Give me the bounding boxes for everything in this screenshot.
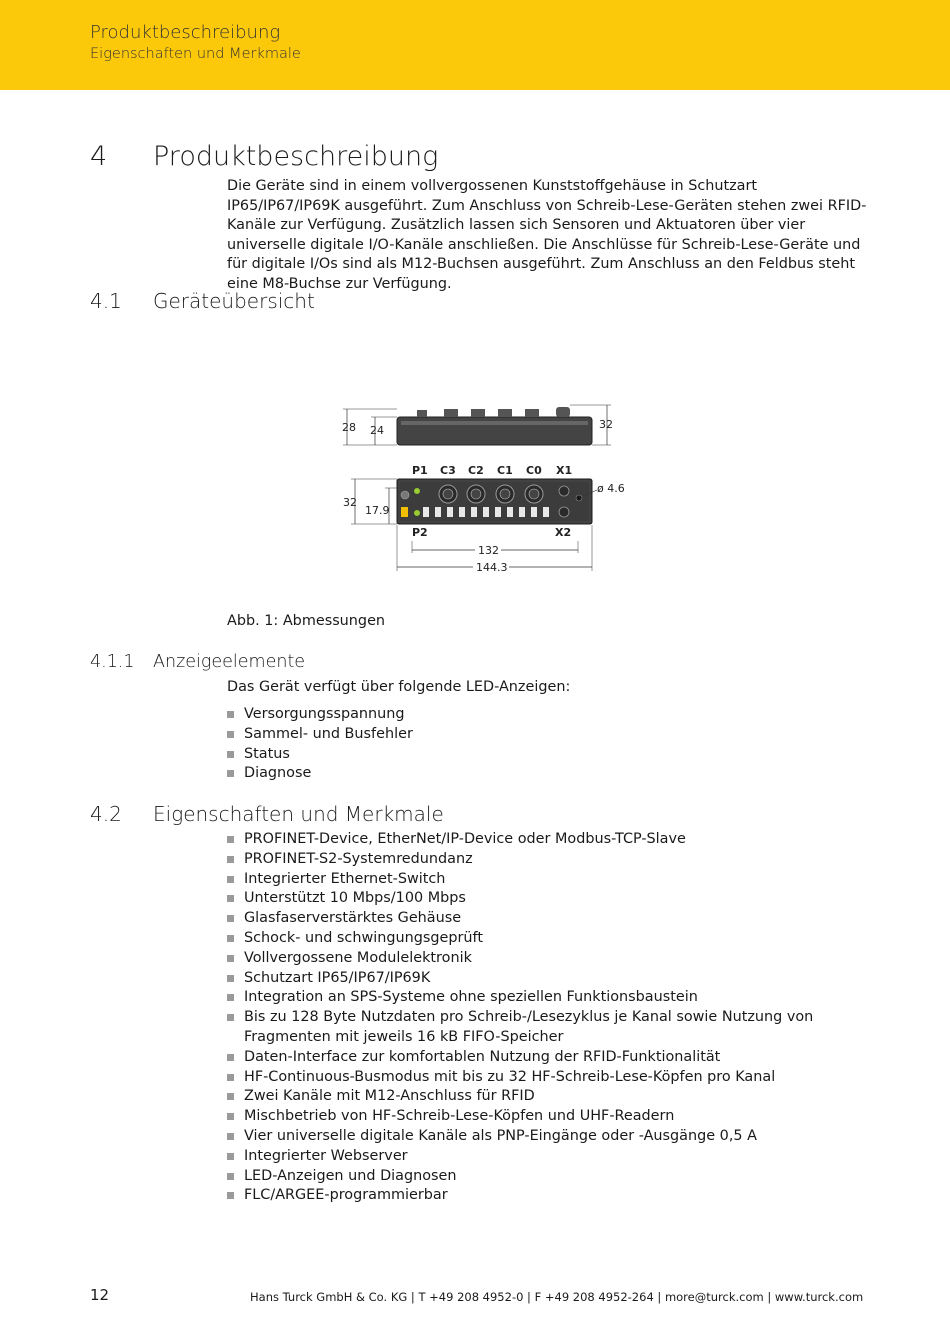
list-item	[227, 909, 867, 929]
bullet-square-icon	[227, 935, 234, 942]
list-item	[227, 969, 867, 989]
list-item-text: Mischbetrieb von HF-Schreib-Lese-Köpfen und UHF-Readern	[244, 1108, 675, 1125]
list-item-text: Zwei Kanäle mit M12-Anschluss für RFID	[244, 1088, 535, 1105]
list-item-text: Daten-Interface zur komfortablen Nutzung der RFID-Funktionalität	[244, 1048, 721, 1065]
section-4-paragraph: Die Geräte sind in einem vollvergossenen Kunststoffgehäuse in Schutzart IP65/IP67/IP69K ausgeführt. Zum Anschluss von Schreib-Lese-Geräten stehen zwei RFID-Kanäle zur Verfügung. Zusätzlich lassen sich Sensoren und Aktuatoren über vier universelle digitale I/O-Kanäle anschließen. Die Anschlüsse für Schreib-Lese-Geräte und für digitale I/Os sind als M12-Buchsen ausgeführt. Zum Anschluss an den Feldbus steht eine M8-Buchse zur Verfügung.	[227, 178, 867, 292]
dim-label-28: 28	[342, 421, 356, 434]
list-item	[227, 725, 867, 745]
list-item	[227, 1107, 867, 1127]
port-label-c3: C3	[440, 464, 456, 477]
front-view	[397, 479, 592, 524]
list-item-text: Vollvergossene Modulelektronik	[244, 949, 472, 966]
list-item-text: Schutzart IP65/IP67/IP69K	[244, 969, 431, 986]
section-title: Anzeigeelemente	[153, 652, 306, 672]
port-label-c0: C0	[526, 464, 542, 477]
list-item	[227, 1127, 867, 1147]
list-item-text: Schock- und schwingungsgeprüft	[244, 929, 483, 946]
list-item	[227, 850, 867, 870]
list-item-text: Integration an SPS-Systeme ohne speziellen Funktionsbaustein	[244, 989, 698, 1006]
list-item-text: Bis zu 128 Byte Nutzdaten pro Schreib-/Lesezyklus je Kanal sowie Nutzung von Fragmenten mit jeweils 16 kB FIFO-Speicher	[244, 1009, 814, 1045]
feature-list	[227, 830, 867, 1206]
list-item	[227, 949, 867, 969]
bullet-square-icon	[227, 955, 234, 962]
figure-caption: Abb. 1: Abmessungen	[227, 613, 386, 629]
list-item	[227, 1068, 867, 1088]
port-label-x1: X1	[556, 464, 573, 477]
page-number: 12	[90, 1286, 110, 1304]
bullet-square-icon	[227, 1054, 234, 1061]
bullet-square-icon	[227, 1153, 234, 1160]
bullet-square-icon	[227, 856, 234, 863]
list-item	[227, 929, 867, 949]
header-subtitle: Eigenschaften und Merkmale	[90, 46, 301, 62]
dim-label-144-3: 144.3	[476, 561, 508, 574]
list-item	[227, 1008, 867, 1048]
port-label-x2: X2	[555, 526, 572, 539]
bullet-square-icon	[227, 751, 234, 758]
page-header	[0, 0, 950, 90]
list-item-text: Integrierter Webserver	[244, 1147, 408, 1164]
list-item-text: Integrierter Ethernet-Switch	[244, 870, 446, 887]
bullet-square-icon	[227, 876, 234, 883]
dimension-drawing	[335, 395, 625, 580]
bullet-square-icon	[227, 1133, 234, 1140]
bullet-square-icon	[227, 711, 234, 718]
led-list	[227, 705, 867, 784]
list-item	[227, 1186, 867, 1206]
bullet-square-icon	[227, 770, 234, 777]
list-item	[227, 745, 867, 765]
list-item-text: LED-Anzeigen und Diagnosen	[244, 1167, 457, 1184]
section-title: Geräteübersicht	[153, 289, 315, 313]
list-item	[227, 889, 867, 909]
list-item-text: Vier universelle digitale Kanäle als PNP-Eingänge oder -Ausgänge 0,5 A	[244, 1127, 757, 1144]
dim-label-32-top: 32	[599, 418, 613, 431]
footer-contact: Hans Turck GmbH & Co. KG | T +49 208 4952-0 | F +49 208 4952-264 | more@turck.com | www.turck.com	[250, 1290, 864, 1304]
dim-label-24: 24	[370, 424, 384, 437]
list-item	[227, 1147, 867, 1167]
list-item-text: HF-Continuous-Busmodus mit bis zu 32 HF-Schreib-Lese-Köpfen pro Kanal	[244, 1068, 776, 1085]
list-item-text: Sammel- und Busfehler	[244, 725, 413, 742]
bullet-square-icon	[227, 915, 234, 922]
bullet-square-icon	[227, 1093, 234, 1100]
bullet-square-icon	[227, 895, 234, 902]
dim-label-17-9: 17.9	[365, 504, 390, 517]
section-title: Eigenschaften und Merkmale	[153, 802, 444, 826]
list-item-text: Status	[244, 745, 290, 762]
list-item	[227, 1087, 867, 1107]
section-number: 4.2	[90, 802, 122, 826]
list-item-text: Glasfaserverstärktes Gehäuse	[244, 910, 462, 927]
list-item	[227, 870, 867, 890]
bullet-square-icon	[227, 1014, 234, 1021]
bullet-square-icon	[227, 975, 234, 982]
list-item-text: Versorgungsspannung	[244, 706, 405, 722]
section-title: Produktbeschreibung	[153, 141, 439, 172]
list-item	[227, 988, 867, 1008]
port-label-p1: P1	[412, 464, 428, 477]
dim-label-32-left: 32	[343, 496, 357, 509]
section-number: 4	[90, 141, 108, 172]
list-item	[227, 705, 867, 725]
dim-label-132: 132	[478, 544, 499, 557]
bullet-square-icon	[227, 1192, 234, 1199]
port-label-c2: C2	[468, 464, 484, 477]
led-intro-text: Das Gerät verfügt über folgende LED-Anzeigen:	[227, 679, 571, 695]
bullet-square-icon	[227, 1074, 234, 1081]
list-item-text: PROFINET-Device, EtherNet/IP-Device oder Modbus-TCP-Slave	[244, 831, 686, 847]
list-item	[227, 764, 867, 784]
bullet-square-icon	[227, 836, 234, 843]
list-item	[227, 1167, 867, 1187]
list-item-text: Diagnose	[244, 765, 312, 782]
list-item-text: PROFINET-S2-Systemredundanz	[244, 850, 473, 867]
bullet-square-icon	[227, 731, 234, 738]
port-label-p2: P2	[412, 526, 428, 539]
bullet-square-icon	[227, 1173, 234, 1180]
list-item-text: FLC/ARGEE-programmierbar	[244, 1187, 448, 1204]
port-label-c1: C1	[497, 464, 513, 477]
bullet-square-icon	[227, 1113, 234, 1120]
list-item	[227, 1048, 867, 1068]
section-number: 4.1	[90, 289, 122, 313]
list-item	[227, 830, 867, 850]
section-number: 4.1.1	[90, 652, 135, 672]
dim-label-diameter: ø 4.6	[597, 482, 625, 495]
bullet-square-icon	[227, 994, 234, 1001]
header-title: Produktbeschreibung	[90, 22, 281, 43]
list-item-text: Unterstützt 10 Mbps/100 Mbps	[244, 890, 466, 907]
